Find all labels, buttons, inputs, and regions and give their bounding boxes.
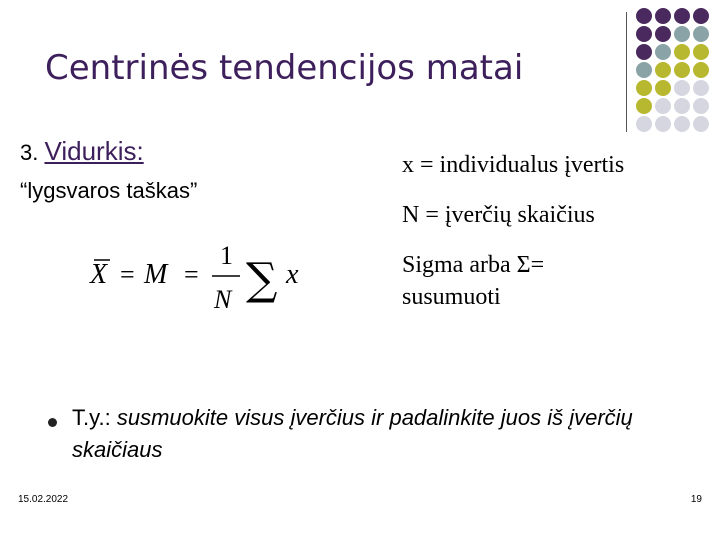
formula-denominator: N [214,285,232,314]
formula-eq1: = [120,260,135,289]
decor-dot [655,98,671,114]
decor-dot [636,80,652,96]
slide-number: 19 [690,494,702,505]
decor-dot [636,8,652,24]
formula-sigma: ∑ [246,254,278,305]
decor-dot [693,80,709,96]
decorative-dot-grid [636,8,720,138]
formula-xbar: X [90,259,108,290]
decorative-vertical-line [626,12,627,132]
decor-dot [674,8,690,24]
bullet-marker [48,418,57,427]
definition-sigma-meaning: susumuoti [402,284,501,310]
decor-dot [674,62,690,78]
decor-dot [674,26,690,42]
definition-n: N = įverčių skaičius [402,202,595,228]
formula-numerator: 1 [220,241,233,270]
decor-dot [693,26,709,42]
decor-dot [655,44,671,60]
formula-x: x [286,259,299,290]
decor-dot [655,80,671,96]
bullet-text [72,402,672,466]
item-number: 3. [20,140,39,165]
item-keyword: Vidurkis: [44,136,144,166]
decor-dot [693,98,709,114]
definition-x: x = individualus įvertis [402,152,625,178]
bullet-body: susmuokite visus įverčius ir padalinkite juos iš įverčių skaičiaus [72,405,633,462]
decor-dot [693,8,709,24]
decor-dot [693,116,709,132]
formula-m: M [144,259,168,290]
decor-dot [636,62,652,78]
decor-dot [655,8,671,24]
decor-dot [636,116,652,132]
slide-date: 15.02.2022 [18,494,69,505]
item-quote: “lygsvaros taškas” [20,178,198,203]
decor-dot [674,44,690,60]
decor-dot [693,44,709,60]
mean-formula [84,238,314,318]
formula-eq2: = [184,260,199,289]
decor-dot [636,26,652,42]
decor-dot [693,62,709,78]
slide-title: Centrinės tendencijos matai [45,48,524,88]
decor-dot [674,116,690,132]
decor-dot [636,44,652,60]
bullet-prefix: T.y.: [72,405,117,430]
decor-dot [674,80,690,96]
decor-dot [655,26,671,42]
decor-dot [636,98,652,114]
definition-sigma: Sigma arba Σ= [402,252,545,278]
decor-dot [674,98,690,114]
item-heading [20,136,144,167]
decor-dot [655,116,671,132]
decor-dot [655,62,671,78]
